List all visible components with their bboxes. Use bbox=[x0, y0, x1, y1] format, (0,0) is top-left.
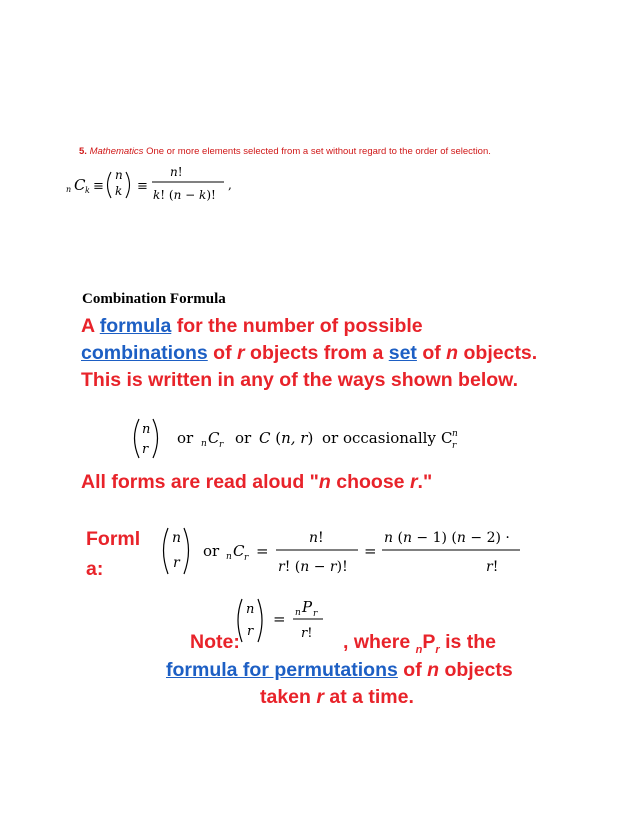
note-where-text bbox=[343, 631, 496, 656]
svg-text:r: r bbox=[452, 441, 457, 451]
para-text: of bbox=[207, 342, 238, 364]
svg-text:k: k bbox=[85, 186, 90, 195]
or-text-1: or bbox=[177, 429, 194, 447]
note-text: objects bbox=[439, 659, 513, 681]
formula-label-line2: a: bbox=[86, 558, 104, 580]
svg-text:=: = bbox=[256, 542, 269, 560]
combination-definition-formula bbox=[66, 156, 256, 206]
svg-text:n!: n! bbox=[170, 165, 183, 179]
or-text-3: or bbox=[203, 542, 220, 560]
svg-text:n (n − 1) (n − 2) ·: n (n − 1) (n − 2) · bbox=[384, 530, 510, 546]
svg-text:≡: ≡ bbox=[137, 179, 148, 194]
svg-text:n: n bbox=[142, 422, 151, 437]
note-text: is the bbox=[439, 631, 497, 653]
svg-text:k! (n − k)!: k! (n − k)! bbox=[153, 188, 216, 202]
combination-paragraph bbox=[81, 313, 541, 394]
formula-link[interactable]: formula bbox=[99, 315, 172, 337]
combinations-link[interactable]: combinations bbox=[81, 342, 208, 364]
note-line-3 bbox=[260, 686, 414, 709]
para-text: of bbox=[416, 342, 447, 364]
svg-text:n: n bbox=[246, 602, 255, 617]
svg-text:r!: r! bbox=[301, 626, 313, 641]
svg-text:r: r bbox=[219, 440, 224, 450]
note-sub-r: r bbox=[435, 643, 440, 656]
formula-label-line1: Forml bbox=[86, 528, 141, 550]
svg-text:=: = bbox=[273, 610, 286, 628]
note-var-n: n bbox=[427, 659, 440, 681]
svg-text:C: C bbox=[208, 429, 220, 447]
section-heading: Combination Formula bbox=[82, 291, 226, 307]
note-label: Note: bbox=[190, 631, 240, 653]
note-sub-n: n bbox=[415, 643, 423, 656]
para-var-n: n bbox=[446, 342, 459, 364]
note-var-r: r bbox=[316, 686, 324, 708]
para-text: objects. This is written in any of the ways shown below. bbox=[81, 342, 538, 391]
read-aloud-text: All forms are read aloud " bbox=[81, 471, 319, 493]
svg-text:n: n bbox=[452, 429, 458, 439]
combination-notations-formula bbox=[129, 416, 469, 462]
read-aloud-text: ." bbox=[417, 471, 433, 493]
read-aloud-var-n: n bbox=[318, 471, 331, 493]
para-var-r: r bbox=[237, 342, 245, 364]
read-aloud-line bbox=[81, 471, 432, 494]
svg-text:C: C bbox=[233, 542, 245, 560]
note-P: P bbox=[422, 631, 436, 653]
svg-text:n: n bbox=[295, 608, 301, 618]
svg-text:r: r bbox=[142, 442, 149, 457]
set-link[interactable]: set bbox=[388, 342, 417, 364]
definition-number: 5. bbox=[79, 146, 87, 157]
permutations-link[interactable]: formula for permutations bbox=[166, 659, 398, 681]
svg-text:r: r bbox=[247, 624, 254, 639]
note-text: of bbox=[397, 659, 428, 681]
svg-text:C: C bbox=[74, 176, 86, 194]
svg-text:n: n bbox=[201, 439, 207, 449]
svg-text:,: , bbox=[228, 178, 232, 192]
svg-text:≡: ≡ bbox=[93, 179, 104, 194]
para-text: objects from a bbox=[244, 342, 389, 364]
note-text: , where bbox=[343, 631, 416, 653]
svg-text:C: C bbox=[441, 429, 453, 447]
combination-expanded-formula bbox=[158, 522, 528, 582]
note-text: at a time. bbox=[323, 686, 414, 708]
read-aloud-text: choose bbox=[330, 471, 410, 493]
svg-text:k: k bbox=[115, 184, 123, 198]
formula-label bbox=[86, 524, 140, 584]
svg-text:C (n, r): C (n, r) bbox=[259, 429, 314, 447]
or-text-2: or bbox=[235, 429, 252, 447]
svg-text:=: = bbox=[364, 542, 377, 560]
svg-text:P: P bbox=[302, 598, 313, 616]
note-text: taken bbox=[260, 686, 317, 708]
definition-subject: Mathematics bbox=[89, 146, 144, 157]
svg-text:n: n bbox=[66, 185, 72, 194]
svg-text:r: r bbox=[244, 553, 249, 563]
svg-text:r: r bbox=[173, 555, 180, 571]
read-aloud-var-r: r bbox=[409, 471, 418, 493]
definition-text: One or more elements selected from a set without regard to the order of selection. bbox=[146, 146, 491, 157]
svg-text:n: n bbox=[115, 168, 123, 182]
svg-text:r: r bbox=[313, 609, 318, 619]
para-text: A bbox=[81, 315, 100, 337]
svg-text:n: n bbox=[172, 530, 182, 546]
or-occasionally-text: or occasionally bbox=[322, 429, 436, 447]
svg-text:n: n bbox=[226, 552, 232, 562]
para-text: for the number of possible bbox=[171, 315, 423, 337]
permutation-relation-formula bbox=[233, 596, 343, 648]
note-line-2 bbox=[166, 659, 513, 682]
svg-text:r!: r! bbox=[486, 559, 499, 575]
svg-text:n!: n! bbox=[309, 530, 324, 546]
svg-text:r! (n − r)!: r! (n − r)! bbox=[278, 559, 348, 575]
